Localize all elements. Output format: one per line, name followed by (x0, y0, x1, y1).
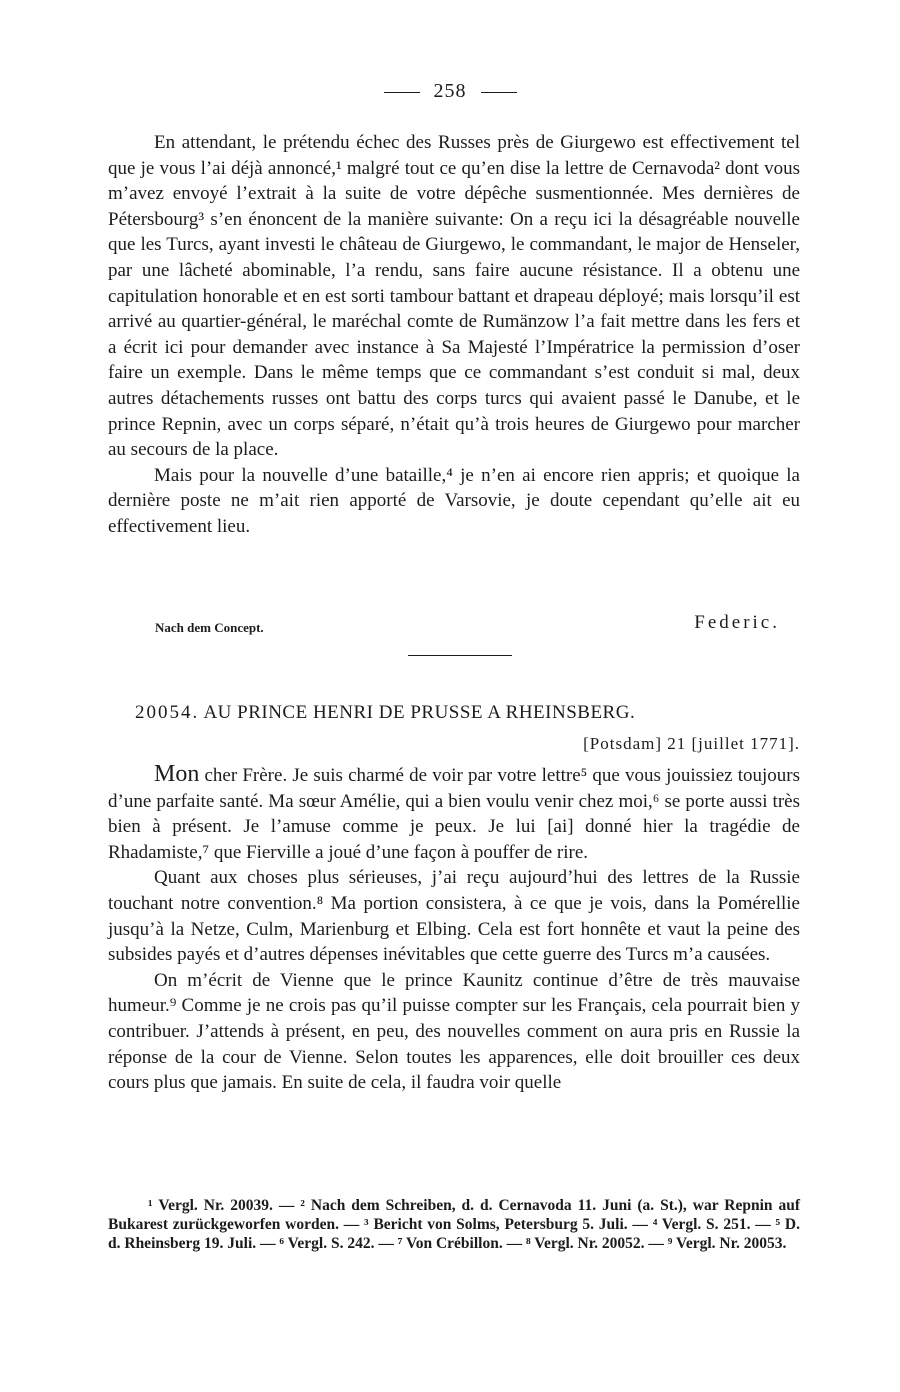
section-divider (408, 655, 512, 656)
source-note: Nach dem Concept. (155, 620, 264, 635)
letter-date: [Potsdam] 21 [juillet 1771]. (583, 734, 800, 753)
page-number: 258 (433, 80, 467, 102)
letter-1-paragraph-1: En attendant, le prétendu échec des Russes près de Giurgewo est effectivement tel que je vous l’ai déjà annoncé,¹ malgré tout ce qu’en dise la lettre de Cernavoda² dont vous m’avez envoyé l’extrait à la suite de votre dépêche susmentionnée. Mes dernières de Pétersbourg³ s’en énoncent de la manière suivante: On a reçu ici la désagréable nouvelle que les Turcs, ayant investi le château de Giurgewo, le commandant, le major de Henseler, par une lâcheté abominable, l’a rendu, sans faire aucune résistance. Il a obtenu une capitulation honorable et en est sorti tambour battant et drapeau déployé; mais lorsqu’il est arrivé au quartier-général, le maréchal comte de Rumänzow l’a fait mettre dans les fers et a écrit ici pour demander avec instance à Sa Majesté l’Impératrice la permission d’oser faire un exemple. Dans le même temps que ce commandant s’est conduit si mal, deux autres détachements russes ont battu des corps turcs qui avaient passé le Danube, et le prince Repnin, avec un corps séparé, n’était qu’à trois heures de Giurgewo pour marcher au secours de la place. (108, 132, 800, 461)
letter-2-paragraph-2: Quant aux choses plus sérieuses, j’ai reçu aujourd’hui des lettres de la Russie touchant notre convention.⁸ Ma portion consistera, à ce que je vois, dans la Pomérellie jusqu’à la Netze, Culm, Marienburg et Elbing. Cela est fort honnête et vaut la peine des subsides payés et d’autres dépenses inévitables que cette guerre des Turcs m’a causées. (108, 867, 800, 966)
header-dash-left (384, 92, 420, 93)
letter-1-paragraph-2: Mais pour la nouvelle d’une bataille,⁴ je n’en ai encore rien appris; et quoique la dernière poste ne m’ait rien apporté de Varsovie, je doute cependant qu’elle ait eu effectivement lieu. (108, 464, 800, 537)
opening-word: Mon (154, 761, 200, 787)
letter-title: AU PRINCE HENRI DE PRUSSE A RHEINSBERG. (203, 702, 636, 723)
letter-number: 20054. (135, 702, 200, 723)
letter-2-body (108, 762, 800, 1096)
letter-2-paragraph-1-text: cher Frère. Je suis charmé de voir par votre lettre⁵ que vous jouissiez toujours d’une parfaite santé. Ma sœur Amélie, qui a bien voulu venir chez moi,⁶ se porte aussi très bien à présent. Je l’amuse comme je peux. Je lui [ai] donné hier la tragédie de Rhadamiste,⁷ que Fierville a joué d’une façon à pouffer de rire. (108, 765, 800, 863)
letter-2-paragraph-1 (108, 762, 800, 865)
letter-2-paragraph-3: On m’écrit de Vienne que le prince Kaunitz continue d’être de très mauvaise humeur.⁹ Comme je ne crois pas qu’il puisse compter sur les Français, cela pourrait bien y contribuer. J’attends à présent, en peu, des nouvelles comment on aura pris en Russie la réponse de la cour de Vienne. Selon toutes les apparences, elle doit brouiller ces deux cours plus que jamais. En suite de cela, il faudra voir quelle (108, 969, 800, 1094)
header-dash-right (481, 92, 517, 93)
page-header (0, 80, 900, 103)
footnotes-text: ¹ Vergl. Nr. 20039. — ² Nach dem Schreiben, d. d. Cernavoda 11. Juni (a. St.), war Repnin auf Bukarest zurückgeworfen worden. — ³ Bericht von Solms, Petersburg 5. Juli. — ⁴ Vergl. S. 251. — ⁵ D. d. Rheinsberg 19. Juli. — ⁶ Vergl. S. 242. — ⁷ Von Crébillon. — ⁸ Vergl. Nr. 20052. — ⁹ Vergl. Nr. 20053. (108, 1197, 800, 1252)
footnotes (108, 1196, 800, 1253)
letter-1-body (108, 130, 800, 540)
letter-2-heading (135, 702, 800, 724)
signature: Federic. (694, 612, 780, 633)
